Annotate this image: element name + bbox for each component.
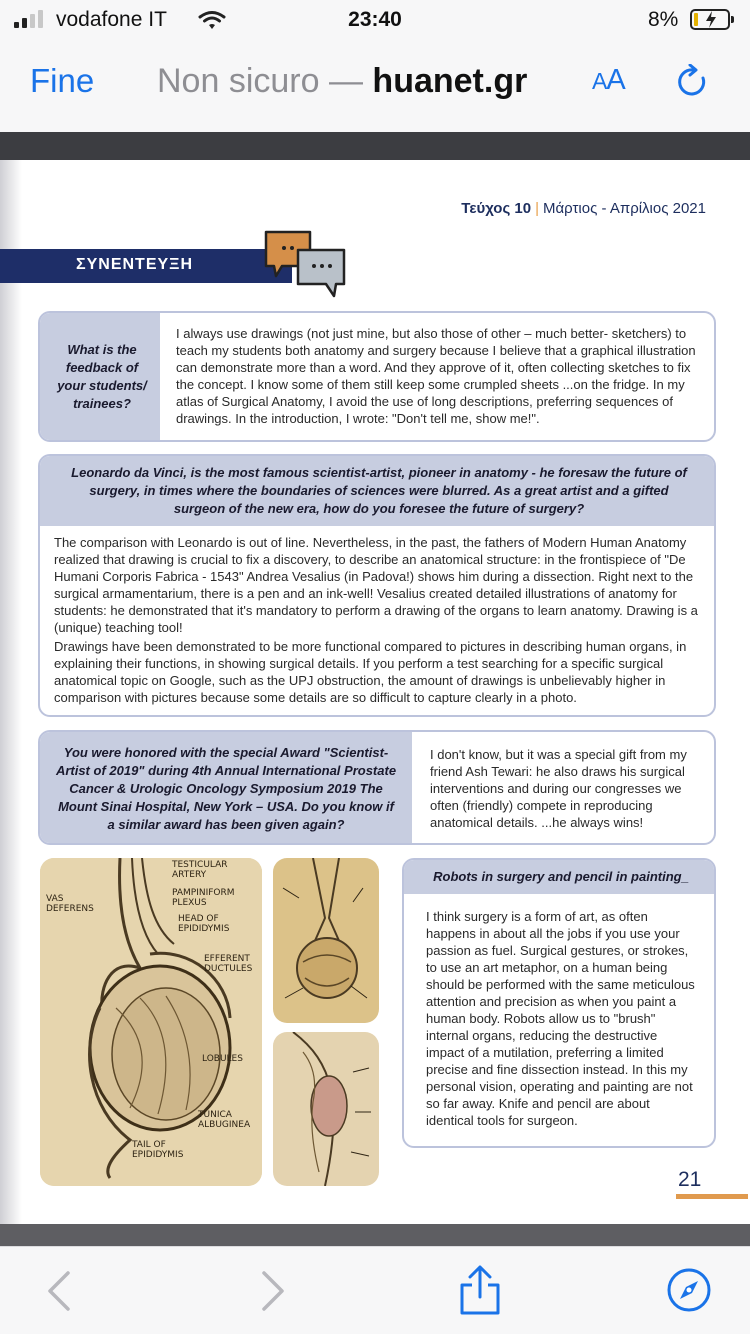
- label-vas-deferens: VAS DEFERENS: [46, 894, 94, 914]
- text-size-button[interactable]: [592, 64, 625, 97]
- battery-percentage: 8%: [648, 8, 679, 31]
- question-text: Leonardo da Vinci, is the most famous scientist-artist, pioneer in anatomy - he foresaw the future of surgery, in times where the boundaries of sciences were blurred. As a great artist and a gifted surgeon of the new era, how do you foresee the future of surgery?: [71, 465, 687, 516]
- label-lobules: LOBULES: [202, 1054, 243, 1064]
- forward-icon[interactable]: [258, 1269, 288, 1313]
- anatomical-drawing-pelvis: [273, 858, 379, 1023]
- label-tail-of-epididymis: TAIL OF EPIDIDYMIS: [132, 1140, 184, 1160]
- status-bar: [0, 0, 750, 40]
- question-text: You were honored with the special Award "Scientist-Artist of 2019" during 4th Annual International Prostate Cancer & Urologic Oncology Symposium 2019 The Mount Sinai Hospital, New York – USA. Do you know if a similar award has been given again?: [55, 745, 397, 832]
- qa-block-leonardo: [38, 454, 716, 717]
- question-panel: [40, 313, 160, 442]
- anatomical-drawing-sagittal: [273, 1032, 379, 1186]
- page-number: 21: [678, 1168, 702, 1191]
- answer-paragraph-2: Drawings have been demonstrated to be more functional compared to pictures in describing human organs, in explaining their functions, in showing surgical details. If you perform a test searching for a specific surgical anatomical topic on Google, such as the UPJ obstruction, the amount of drawings is unbelievably higher in comparison with pictures because some details are so difficult to capture clearly in a photo.: [54, 639, 687, 705]
- security-warning: Non sicuro —: [157, 62, 363, 100]
- done-button[interactable]: Fine: [30, 62, 95, 99]
- magazine-page: [0, 160, 750, 1224]
- label-pampiniform-plexus: PAMPINIFORM PLEXUS: [172, 888, 235, 908]
- issue-header: Τεύχος 10 | Μάρτιος - Απρίλιος 2021: [461, 200, 706, 217]
- clock: 23:40: [348, 8, 402, 31]
- anatomical-drawing-testis: [40, 858, 262, 1186]
- reload-icon[interactable]: [676, 64, 710, 100]
- carrier-name: vodafone IT: [56, 8, 167, 31]
- qa-block-award: [38, 730, 716, 845]
- answer-text: I think surgery is a form of art, as often happens in about all the jobs if you use your passion as fuel. Surgical gestures, or strokes, to use an art metaphor, on a human being should be performed with the same meticulous attention and precision as when you paint a human body. Robots allow us to "brush" internal organs, reducing the destructive impact of a mutilation, preferring a limited precise and fine dissection instead. In this my personal vision, operating and painting are not so far away. Knife and pencil are about identical tools for surgeon.: [426, 909, 695, 1128]
- answer-paragraph-1: The comparison with Leonardo is out of line. Nevertheless, in the past, the fathers of Modern Human Anatomy realized that drawing is crucial to fix a discovery, to describe an anatomical structure: in the frontispiece of "De Humani Corporis Fabrica - 1543" Andrea Vesalius (in Padova!) shows him during a dissection. Right next to the surgical armamentarium, there is a pen and an ink-well! Vesalius created detailed illustrations of anatomy for students: he demonstrated that it's mandatory to perform a drawing of the organs to learn anatomy. Drawing is a (unique) teaching tool!: [54, 535, 698, 635]
- label-tunica-albuginea: TUNICA ALBUGINEA: [198, 1110, 251, 1130]
- url-host: huanet.gr: [372, 62, 528, 100]
- question-text: What is the feedback of your students/ trainees?: [57, 342, 147, 411]
- qa-block-feedback: [38, 311, 716, 442]
- url-field[interactable]: [157, 62, 527, 101]
- label-head-of-epididymis: HEAD OF EPIDIDYMIS: [178, 914, 230, 934]
- label-efferent-ductules: EFFERENT DUCTULES: [204, 954, 253, 974]
- answer-text: I don't know, but it was a special gift from my friend Ash Tewari: he also draws his surgical interventions and during our congresses we often (friendly) compete in reproducing anatomical details. ...he always wins!: [430, 747, 687, 830]
- bottom-toolbar: [0, 1246, 750, 1334]
- document-viewer[interactable]: [0, 132, 750, 1246]
- answer-text: I always use drawings (not just mine, but also those of other – much better- sketchers) to teach my students both anatomy and surgery because I believe that a graphical illustration can demonstrate more than a word. And they approve of it, often collecting sketches to fix the concept. I know some of them still keep some crumpled sheets ...on the fridge. In my atlas of Surgical Anatomy, I avoid the use of long descriptions, preferring sequences of drawings. In the introduction, I wrote: "Don't tell me, show me!".: [176, 326, 696, 426]
- compass-icon[interactable]: [666, 1267, 712, 1313]
- qa-block-robots: [402, 858, 716, 1148]
- text-size-small-glyph: A: [592, 68, 607, 94]
- question-panel: [40, 456, 716, 526]
- address-bar: [0, 40, 750, 132]
- question-text: Robots in surgery and pencil in painting_: [433, 869, 689, 884]
- share-icon[interactable]: [458, 1265, 502, 1315]
- label-testicular-artery: TESTICULAR ARTERY: [172, 860, 228, 880]
- section-title: ΣΥΝΕΝΤΕΥΞΗ: [76, 256, 194, 273]
- battery-charging-icon: [690, 9, 730, 30]
- question-panel: [40, 732, 412, 845]
- chat-bubbles-icon: [262, 230, 350, 300]
- section-title-bar: [0, 249, 292, 283]
- question-panel: [404, 860, 716, 894]
- text-size-large-glyph: A: [606, 64, 625, 96]
- back-icon[interactable]: [44, 1269, 74, 1313]
